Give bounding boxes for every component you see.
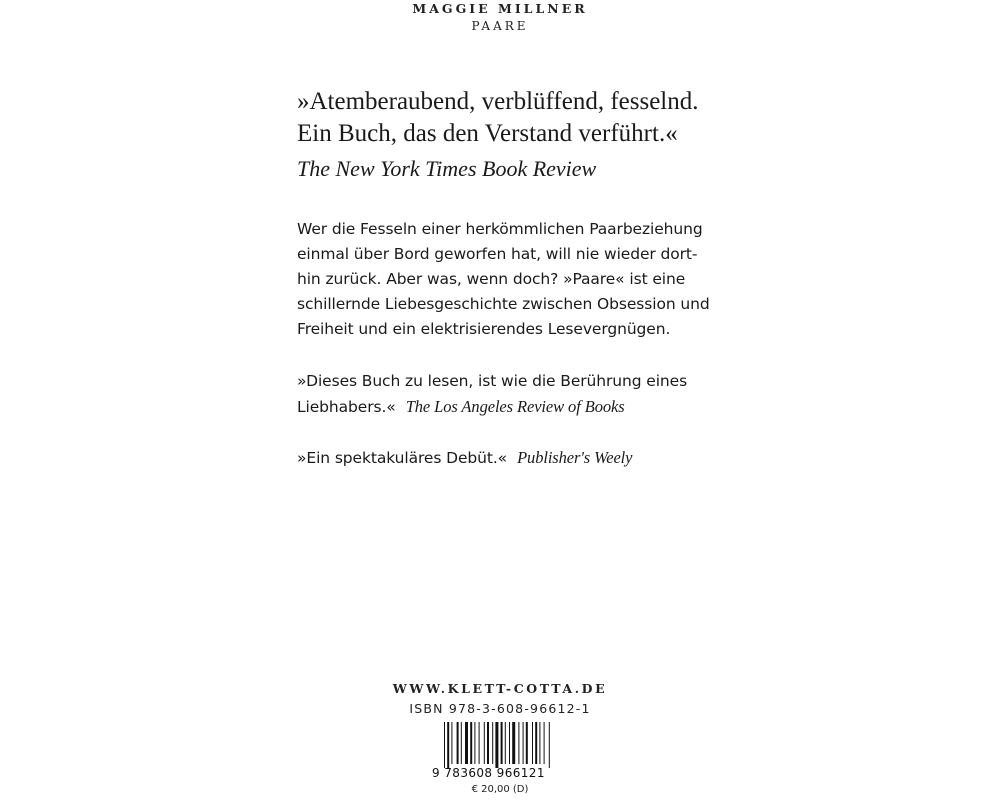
barcode-bar <box>539 722 540 764</box>
barcode-bar <box>549 722 550 768</box>
review-publishers-weekly-line <box>297 445 737 471</box>
price: € 20,00 (D) <box>471 784 529 795</box>
barcode-bar <box>484 722 485 764</box>
barcode-bar <box>479 722 480 764</box>
barcode-bar <box>509 722 510 764</box>
review-publishers-weekly-text: »Ein spektakuläres Debüt.« <box>297 449 508 467</box>
main-quote <box>297 86 777 184</box>
blurb-line-5: Freiheit und ein elektrisierendes Lesevergnügen. <box>297 320 671 338</box>
main-quote-line-2: Ein Buch, das den Verstand verführt.« <box>297 120 678 147</box>
blurb-line-1: Wer die Fesseln einer herkömmlichen Paarbeziehung <box>297 220 703 238</box>
barcode-bar <box>526 722 528 764</box>
author-name: MAGGIE MILLNER <box>412 1 588 16</box>
barcode-bar <box>492 722 493 764</box>
barcode-bar <box>544 722 545 764</box>
barcode-bars <box>432 720 572 768</box>
review-la-books-line-1: »Dieses Buch zu lesen, ist wie die Berührung eines <box>297 372 688 390</box>
blurb-paragraph <box>297 217 737 342</box>
barcode-bar <box>465 722 468 764</box>
review-la-books-text: Liebhabers.« <box>297 398 396 416</box>
barcode-bar <box>444 722 445 768</box>
barcode-bar <box>523 722 524 764</box>
review-la-books-source: The Los Angeles Review of Books <box>405 397 625 416</box>
review-publishers-weekly <box>297 445 737 471</box>
barcode-bar <box>457 722 459 764</box>
barcode-bar <box>512 722 515 764</box>
main-quote-line-1: »Atemberaubend, verblüffend, fesselnd. <box>297 88 699 115</box>
blurb-line-2: einmal über Bord geworfen hat, will nie wieder dort- <box>297 245 698 263</box>
review-la-books-line-2 <box>297 394 737 420</box>
barcode-bar <box>470 722 472 764</box>
isbn: ISBN 978-3-608-96612-1 <box>409 701 591 716</box>
barcode-bar <box>495 722 498 768</box>
barcode-bar <box>461 722 462 764</box>
review-la-books <box>297 369 737 420</box>
header <box>0 0 1000 34</box>
barcode-bar <box>535 722 537 764</box>
barcode-digits: 9 783608 966121 <box>432 766 545 780</box>
publisher-website: WWW.KLETT-COTTA.DE <box>392 681 608 696</box>
barcode-bar <box>487 722 489 764</box>
barcode-bar <box>505 722 506 764</box>
review-publishers-weekly-source: Publisher's Weely <box>517 448 633 467</box>
barcode-bar <box>447 722 449 768</box>
barcode-bar <box>532 722 533 764</box>
barcode-bar <box>451 722 452 764</box>
barcode-bar <box>518 722 519 764</box>
footer <box>0 680 1000 718</box>
barcode-bar <box>501 722 503 764</box>
book-title: PAARE <box>471 19 529 33</box>
barcode-bar <box>474 722 475 764</box>
main-quote-source: The New York Times Book Review <box>297 156 597 181</box>
blurb-line-4: schillernde Liebesgeschichte zwischen Obsession und <box>297 295 710 313</box>
blurb-line-3: hin zurück. Aber was, wenn doch? »Paare« ist eine <box>297 270 686 288</box>
